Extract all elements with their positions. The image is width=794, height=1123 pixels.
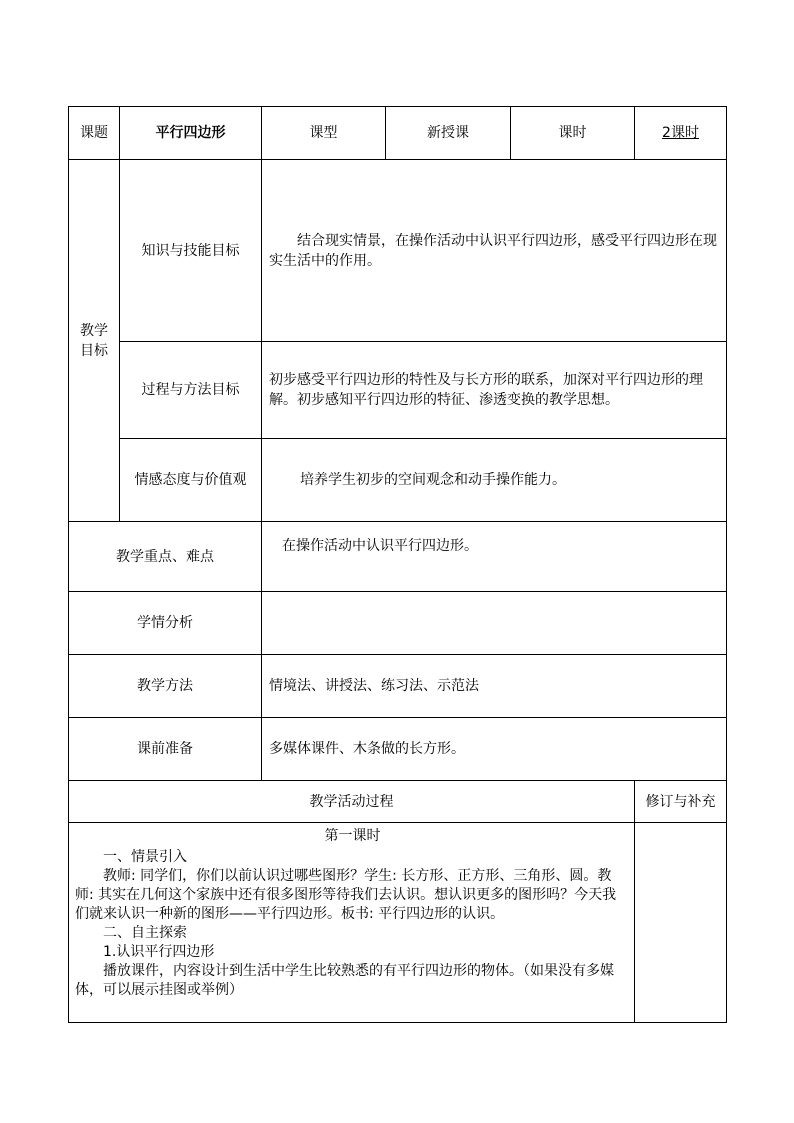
class-hours-label: 课时: [511, 107, 635, 160]
lesson-type-label: 课型: [262, 107, 386, 160]
revision-content: [635, 823, 727, 1023]
objective-row-knowledge: [69, 160, 727, 342]
revision-label: 修订与补充: [635, 781, 727, 823]
process-line-1: 一、情景引入: [103, 849, 187, 865]
process-content-row: [69, 823, 727, 1023]
topic-value: 平行四边形: [120, 107, 262, 160]
class-hours-value: 2课时: [662, 125, 699, 141]
key-points-row: [69, 522, 727, 592]
objective-label-attitude: 情感态度与价值观: [120, 439, 262, 522]
objective-text-knowledge: 结合现实情景，在操作活动中认识平行四边形，感受平行四边形在现实生活中的作用。: [262, 160, 727, 342]
process-header-row: [69, 781, 727, 823]
objective-label-process: 过程与方法目标: [120, 342, 262, 439]
objective-text-attitude: 培养学生初步的空间观念和动手操作能力。: [262, 439, 727, 522]
header-row: [69, 107, 727, 160]
objectives-label: 教学目标: [69, 160, 120, 522]
objective-text-process: 初步感受平行四边形的特性及与长方形的联系，加深对平行四边形的理解。初步感知平行四边形的特征、渗透变换的教学思想。: [262, 342, 727, 439]
objective-label-knowledge: 知识与技能目标: [120, 160, 262, 342]
process-line-2: 教师: 同学们，你们以前认识过哪些图形？学生: 长方形、正方形、三角形、圆。教师: 其实在几何这个家族中还有很多图形等待我们去认识。想认识更多的图形吗？今天我们就来认识一种新的图形——平行四边形。板书: 平行四边形的认识。: [75, 868, 617, 922]
methods-row: [69, 655, 727, 718]
analysis-label: 学情分析: [69, 592, 262, 655]
preparation-text: 多媒体课件、木条做的长方形。: [262, 718, 727, 781]
process-line-4: 1.认识平行四边形: [103, 944, 215, 960]
process-content: [69, 823, 635, 1023]
lesson-plan-table: [68, 106, 727, 1023]
objective-row-process: [69, 342, 727, 439]
process-line-3: 二、自主探索: [103, 925, 187, 941]
lesson-title: 第一课时: [324, 828, 381, 844]
objective-row-attitude: [69, 439, 727, 522]
analysis-text: [262, 592, 727, 655]
methods-text: 情境法、讲授法、练习法、示范法: [262, 655, 727, 718]
process-line-5: 播放课件，内容设计到生活中学生比较熟悉的有平行四边形的物体。（如果没有多媒体，可以展示挂图或举例）: [75, 963, 614, 998]
key-points-label: 教学重点、难点: [69, 522, 262, 592]
preparation-row: [69, 718, 727, 781]
class-hours-cell: [635, 107, 727, 160]
process-label: 教学活动过程: [69, 781, 635, 823]
key-points-text: 在操作活动中认识平行四边形。: [262, 522, 727, 592]
topic-label: 课题: [69, 107, 120, 160]
preparation-label: 课前准备: [69, 718, 262, 781]
lesson-type-value: 新授课: [386, 107, 511, 160]
methods-label: 教学方法: [69, 655, 262, 718]
analysis-row: [69, 592, 727, 655]
